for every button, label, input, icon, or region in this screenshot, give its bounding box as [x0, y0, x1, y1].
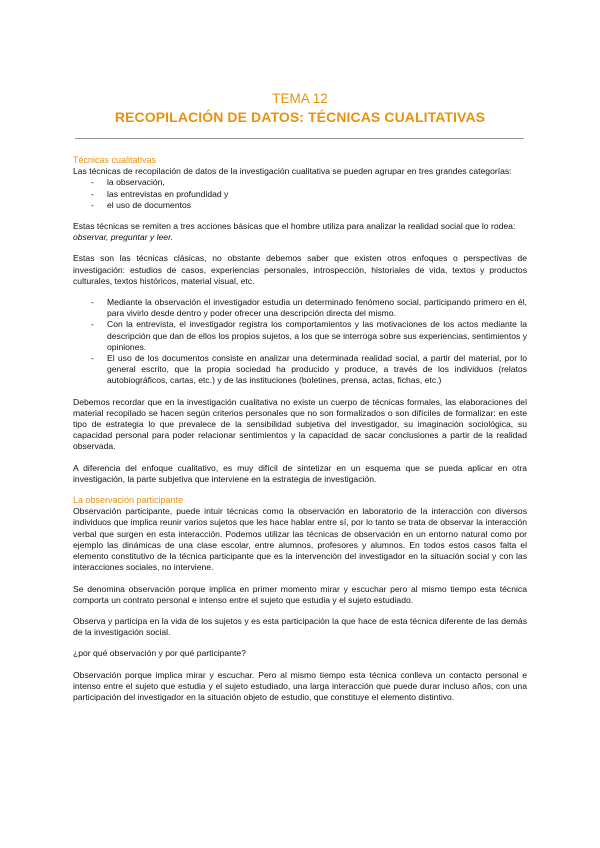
title-divider: [75, 138, 524, 139]
list-item: - el uso de documentos: [73, 200, 527, 211]
section-heading-tecnicas: Técnicas cualitativas: [73, 155, 157, 165]
actions-italic: observar, preguntar y leer.: [73, 232, 173, 243]
topic-number: TEMA 12: [272, 91, 328, 106]
techniques-bullet-list: [73, 297, 527, 387]
list-item: - la observación,: [73, 177, 527, 188]
list-item: - Mediante la observación el investigador estudia un determinado fenómeno social, participando primero en él, para vivirlo desde dentro y poder ofrecer una descripción directa del mismo.: [73, 297, 527, 319]
classic-techniques-paragraph: Estas son las técnicas clásicas, no obstante debemos saber que existen otros enfoques o perspectivas de investigación: estudios de casos, experiencias personales, introspección, historiales de vida, textos y productos culturales, textos históricos, material visual, etc.: [73, 253, 527, 286]
qualitative-difference-paragraph: A diferencia del enfoque cualitativo, es muy difícil de sintetizar en un esquema que se pueda aplicar en otra investigación, la parte subjetiva que interviene en la estrategia de investigación.: [73, 462, 527, 484]
participation-paragraph: Observa y participa en la vida de los sujetos y es esta participación la que hace de esta técnica diferente de las demás de la investigación social.: [73, 615, 527, 638]
document-body: [73, 155, 527, 703]
list-item: - El uso de los documentos consiste en analizar una determinada realidad social, a partir del material, por lo general escrito, que la propia sociedad ha producido y produce, a través de los individuos (relatos autobiográficos, cartas, etc.) y de las instituciones (boletines, prensa, actas, fichas, etc.): [73, 353, 527, 387]
intro-paragraph: Las técnicas de recopilación de datos de la investigación cualitativa se pueden agrupar en tres grandes categorías:: [73, 166, 512, 177]
actions-lead: Estas técnicas se remiten a tres acciones básicas que el hombre utiliza para analizar la realidad social que lo rodea:: [73, 221, 516, 232]
question-line: ¿por qué observación y por qué participante?: [73, 648, 246, 659]
page-title: RECOPILACIÓN DE DATOS: TÉCNICAS CUALITATIVAS: [114, 109, 486, 125]
actions-paragraph: [73, 221, 527, 243]
list-item: - Con la entrevista, el investigador registra los comportamientos y las motivaciones de los actos mediante la descripción que dan de ellos los propios sujetos, a los que se interroga sobre sus experiencias, sentimientos y opiniones.: [73, 319, 527, 353]
denomination-paragraph: Se denomina observación porque implica en primer momento mirar y escuchar pero al mismo tiempo esta técnica comporta un contrato personal e intenso entre el sujeto que estudia y el sujeto estudiado.: [73, 583, 527, 605]
category-list: [73, 177, 527, 211]
list-item: - las entrevistas en profundidad y: [73, 189, 527, 200]
answer-paragraph: Observación porque implica mirar y escuchar. Pero al mismo tiempo esta técnica conlleva un contacto personal e intenso entre el sujeto que estudia y el sujeto estudiado, una larga interacción que puede durar incluso años, con una participación del investigador en la situación objeto de estudio, que constituye el elemento distintivo.: [73, 669, 527, 702]
participant-observation-paragraph: Observación participante, puede intuir técnicas como la observación en laboratorio de la interacción con diversos individuos que implica reunir varios sujetos que les hace hablar entre sí, por lo tanto se trata de observar la interacción verbal que surgen en esta interacción. Podemos utilizar las técnicas de observación en un entorno natural como por ejemplo las dinámicas de una clase escolar, entre alumnos, profesores y alumnos. En todos estos casos falta el elemento constitutivo de la técnica participante que es la intervención del investigador en la situación social y con las interacciones sociales, no interviene.: [73, 506, 527, 573]
formal-techniques-paragraph: Debemos recordar que en la investigación cualitativa no existe un cuerpo de técnicas formales, las elaboraciones del material recopilado se hacen según criterios personales que no son formalizados o son difíciles de formalizar: en este tipo de estrategia lo que prevalece de la sensibilidad subjetiva del investigador, su imaginación sociológica, su capacidad personal para poder relacionar sentimientos y la capacidad de sacar conclusiones a partir de la realidad observada.: [73, 396, 527, 452]
section-heading-observacion: La observación participante: [73, 495, 184, 506]
